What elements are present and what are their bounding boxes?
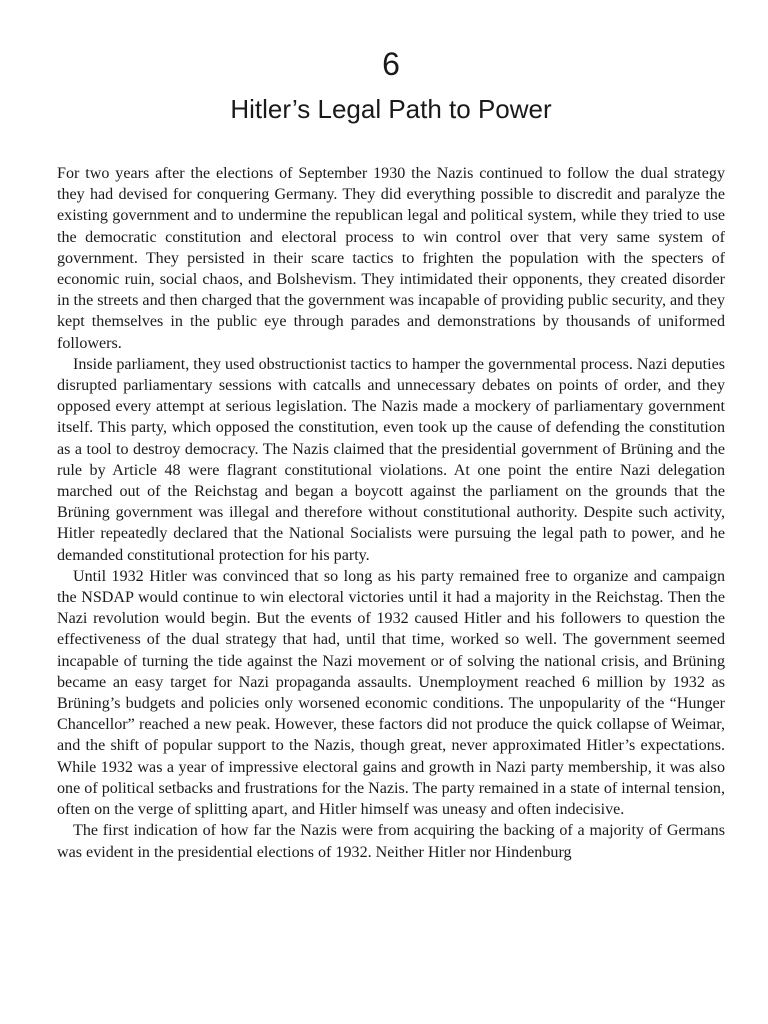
chapter-title: Hitler’s Legal Path to Power xyxy=(230,94,552,124)
chapter-number: 6 xyxy=(382,46,400,82)
paragraph-4: The first indication of how far the Nazis were from acquiring the backing of a majority of Germans was evident in the presidential elections of 1932. Neither Hitler nor Hindenburg xyxy=(57,822,725,861)
paragraph-2: Inside parliament, they used obstructionist tactics to hamper the governmental process. Nazi deputies disrupted parliamentary sessions with catcalls and unnecessary debates on points of order, and they opposed every attempt at serious legislation. The Nazis made a mockery of parliamentary government itself. This party, which opposed the constitution, even took up the cause of defending the constitution as a tool to destroy democracy. The Nazis claimed that the presidential government of Brüning and the rule by Article 48 were flagrant constitutional violations. At one point the entire Nazi delegation marched out of the Reichstag and began a boycott against the parliament on the grounds that the Brüning government was illegal and therefore without constitutional authority. Despite such activity, Hitler repeatedly declared that the National Socialists were pursuing the legal path to power, and he demanded constitutional protection for his party. xyxy=(57,355,725,564)
chapter-body xyxy=(57,163,725,863)
paragraph-1: For two years after the elections of September 1930 the Nazis continued to follow the dual strategy they had devised for conquering Germany. They did everything possible to discredit and paralyze the existing government and to undermine the republican legal and political system, while they tried to use the democratic constitution and electoral process to win control over that very same system of government. They persisted in their scare tactics to frighten the population with the specters of economic ruin, social chaos, and Bolshevism. They intimidated their opponents, they created disorder in the streets and then charged that the government was incapable of providing public security, and they kept themselves in the public eye through parades and demonstrations by thousands of uniformed followers. xyxy=(57,165,725,352)
paragraph-3: Until 1932 Hitler was convinced that so long as his party remained free to organize and campaign the NSDAP would continue to win electoral victories until it had a majority in the Reichstag. Then the Nazi revolution would begin. But the events of 1932 caused Hitler and his followers to question the effectiveness of the dual strategy that had, until that time, worked so well. The government seemed incapable of turning the tide against the Nazi movement or of solving the national crisis, and Brüning became an easy target for Nazi propaganda assaults. Unemployment reached 6 million by 1932 as Brüning’s budgets and policies only worsened economic conditions. The unpopularity of the “Hunger Chancellor” reached a new peak. However, these factors did not produce the quick collapse of Weimar, and the shift of popular support to the Nazis, though great, never approximated Hitler’s expectations. While 1932 was a year of impressive electoral gains and growth in Nazi party membership, it was also one of political setbacks and frustrations for the Nazis. The party remained in a state of internal tension, often on the verge of splitting apart, and Hitler himself was uneasy and often indecisive. xyxy=(57,567,725,819)
